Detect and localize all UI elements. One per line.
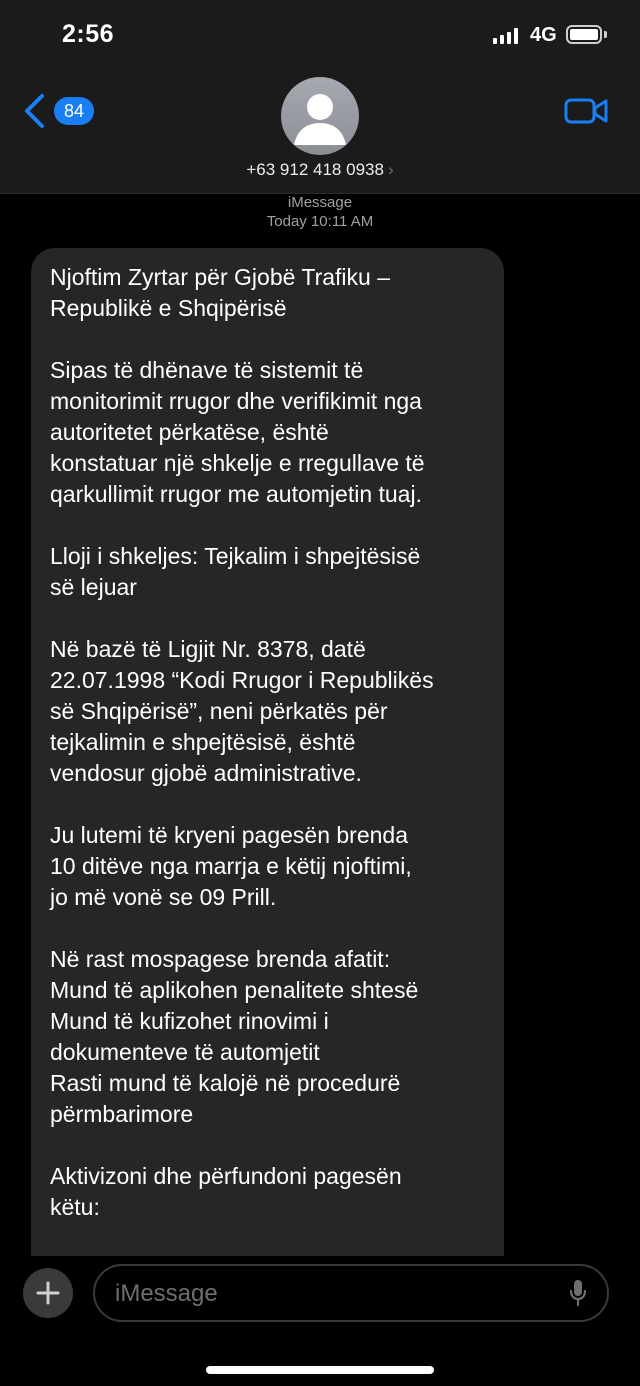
message-line: Në rast mospagese brenda afatit: bbox=[50, 946, 391, 972]
message-paragraph bbox=[50, 541, 486, 603]
battery-icon bbox=[566, 25, 602, 44]
signal-strength-icon bbox=[493, 28, 521, 44]
message-paragraph bbox=[50, 820, 486, 913]
network-type: 4G bbox=[530, 24, 557, 46]
message-paragraph bbox=[50, 355, 486, 510]
message-input-placeholder: iMessage bbox=[115, 1280, 218, 1307]
status-time: 2:56 bbox=[62, 20, 115, 48]
message-paragraph bbox=[50, 1161, 486, 1223]
message-line: monitorimit rrugor dhe verifikimit nga bbox=[50, 388, 422, 414]
contact-name[interactable] bbox=[0, 160, 640, 180]
service-label: iMessage bbox=[287, 194, 353, 211]
message-paragraph bbox=[50, 634, 486, 789]
home-indicator[interactable] bbox=[206, 1366, 434, 1374]
battery-tip bbox=[604, 31, 607, 38]
message-paragraph bbox=[50, 944, 486, 1130]
chevron-right-icon: › bbox=[387, 160, 394, 179]
message-line: këtu: bbox=[50, 1194, 100, 1220]
message-paragraph bbox=[50, 262, 486, 324]
message-line: Lloji i shkeljes: Tejkalim i shpejtësisë bbox=[50, 543, 421, 569]
plus-icon bbox=[36, 1281, 60, 1305]
message-line: dokumenteve të automjetit bbox=[50, 1039, 320, 1065]
message-line: përmbarimore bbox=[50, 1101, 194, 1127]
apps-plus-button[interactable] bbox=[23, 1268, 73, 1318]
video-camera-icon[interactable] bbox=[564, 96, 608, 126]
back-button[interactable] bbox=[22, 92, 94, 130]
incoming-message-bubble[interactable] bbox=[31, 248, 504, 1288]
message-line: Njoftim Zyrtar për Gjobë Trafiku – bbox=[50, 264, 390, 290]
message-line: Rasti mund të kalojë në procedurë bbox=[50, 1070, 401, 1096]
contact-number: +63 912 418 0938 bbox=[246, 160, 384, 179]
message-line: Ju lutemi të kryeni pagesën brenda bbox=[50, 822, 408, 848]
message-line: së lejuar bbox=[50, 574, 137, 600]
message-line: vendosur gjobë administrative. bbox=[50, 760, 362, 786]
message-line: konstatuar një shkelje e rregullave të bbox=[50, 450, 425, 476]
microphone-icon[interactable] bbox=[569, 1279, 587, 1307]
message-input[interactable] bbox=[93, 1264, 609, 1322]
message-line: Republikë e Shqipërisë bbox=[50, 295, 287, 321]
message-line: tejkalimin e shpejtësisë, është bbox=[50, 729, 356, 755]
message-line: së Shqipërisë”, neni përkatës për bbox=[50, 698, 388, 724]
timestamp-time: 10:11 AM bbox=[310, 213, 374, 230]
message-line: 10 ditëve nga marrja e këtij njoftimi, bbox=[50, 853, 412, 879]
message-line: Në bazë të Ligjit Nr. 8378, datë bbox=[50, 636, 366, 662]
message-line: Mund të aplikohen penalitete shtesë bbox=[50, 977, 419, 1003]
message-line: Sipas të dhënave të sistemit të bbox=[50, 357, 364, 383]
message-timestamp bbox=[0, 213, 640, 230]
timestamp-day: Today bbox=[266, 213, 307, 230]
message-line: autoritetet përkatëse, është bbox=[50, 419, 329, 445]
message-line: 22.07.1998 “Kodi Rrugor i Republikës bbox=[50, 667, 434, 693]
contact-avatar[interactable] bbox=[281, 77, 359, 155]
person-silhouette-icon bbox=[281, 77, 359, 155]
chevron-left-icon bbox=[22, 93, 48, 129]
message-line: Mund të kufizohet rinovimi i bbox=[50, 1008, 329, 1034]
message-line: Aktivizoni dhe përfundoni pagesën bbox=[50, 1163, 402, 1189]
message-line: qarkullimit rrugor me automjetin tuaj. bbox=[50, 481, 422, 507]
message-line: jo më vonë se 09 Prill. bbox=[50, 884, 277, 910]
conversation-header bbox=[0, 0, 640, 194]
unread-count-badge: 84 bbox=[54, 97, 94, 125]
